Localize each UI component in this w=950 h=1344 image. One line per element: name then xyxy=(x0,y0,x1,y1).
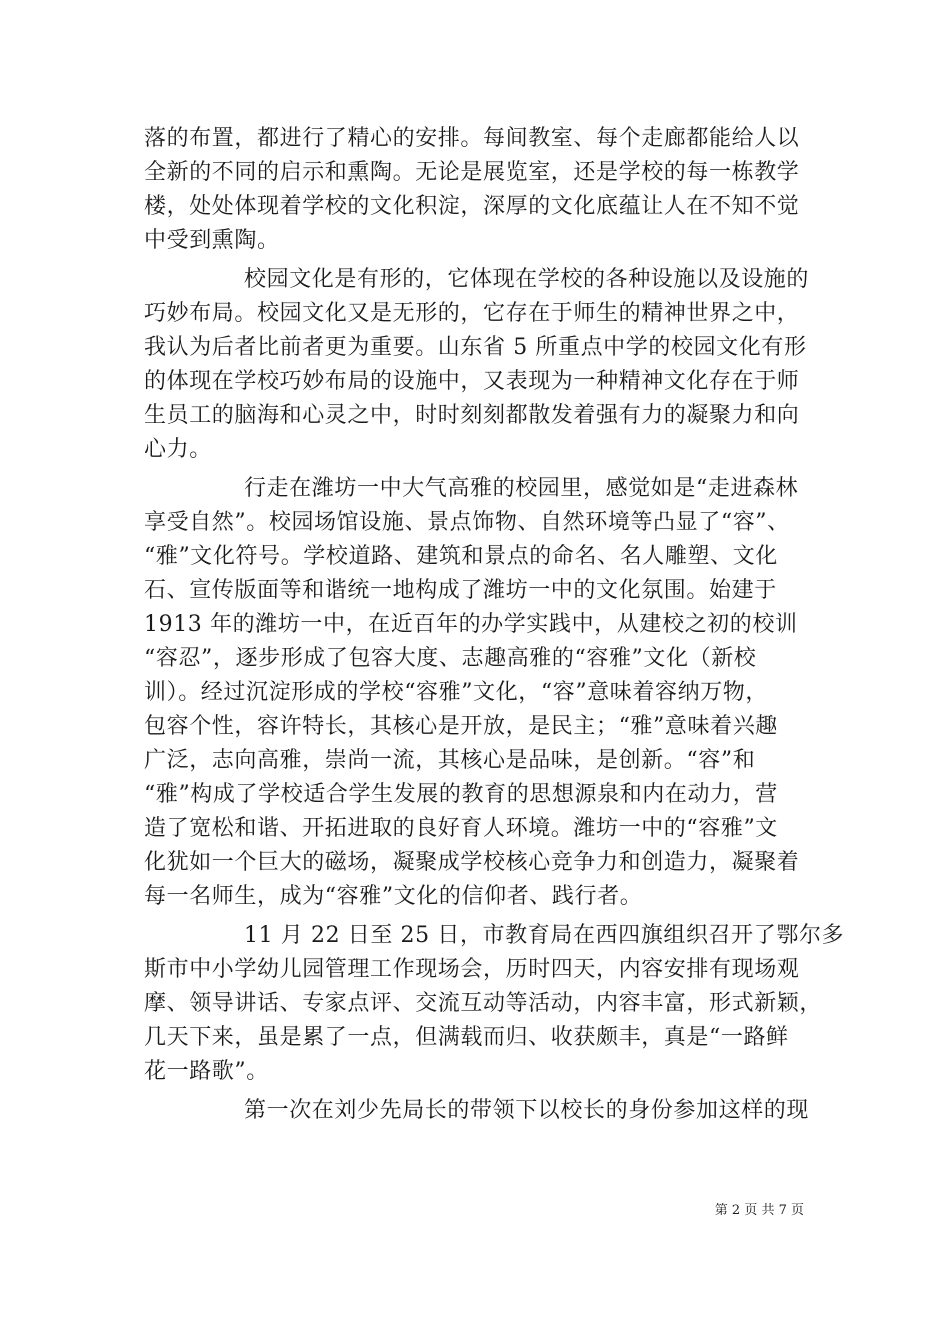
text-line: 行走在潍坊一中大气高雅的校园里，感觉如是“走进森林 xyxy=(244,476,799,501)
text-line: 每一名师生，成为“容雅”文化的信仰者、践行者。 xyxy=(144,884,643,909)
text-line: 巧妙布局。校园文化又是无形的，它存在于师生的精神世界之中， xyxy=(144,301,800,326)
text-line: 几天下来，虽是累了一点，但满载而归、收获颇丰，真是“一路鲜 xyxy=(144,1025,789,1050)
text-line: 落的布置，都进行了精心的安排。每间教室、每个走廊都能给人以 xyxy=(144,126,800,151)
text-line: 校园文化是有形的，它体现在学校的各种设施以及设施的 xyxy=(244,267,810,292)
text-line: 我认为后者比前者更为重要。山东省 5 所重点中学的校园文化有形 xyxy=(144,335,807,360)
text-line: 化犹如一个巨大的磁场，凝聚成学校核心竞争力和创造力，凝聚着 xyxy=(144,850,800,875)
text-line: 广泛，志向高雅，崇尚一流，其核心是品味，是创新。“容”和 xyxy=(144,748,756,773)
text-line: 心力。 xyxy=(144,437,212,462)
text-line: 第一次在刘少先局长的带领下以校长的身份参加这样的现 xyxy=(244,1098,810,1123)
text-line: 1913 年的潍坊一中，在近百年的办学实践中，从建校之初的校训 xyxy=(144,612,798,637)
text-line: 花一路歌”。 xyxy=(144,1059,269,1084)
text-line: 包容个性，容许特长，其核心是开放，是民主；“雅”意味着兴趣 xyxy=(144,714,778,739)
text-line: 石、宣传版面等和谐统一地构成了潍坊一中的文化氛围。始建于 xyxy=(144,578,777,603)
text-line: “雅”文化符号。学校道路、建筑和景点的命名、名人雕塑、文化 xyxy=(144,544,778,569)
text-line: 造了宽松和谐、开拓进取的良好育人环境。潍坊一中的“容雅”文 xyxy=(144,816,778,841)
text-line: 中受到熏陶。 xyxy=(144,228,280,253)
text-line: 斯市中小学幼儿园管理工作现场会，历时四天，内容安排有现场观 xyxy=(144,957,800,982)
page-footer: 第 2 页 共 7 页 xyxy=(714,1203,804,1218)
text-line: 生员工的脑海和心灵之中，时时刻刻都散发着强有力的凝聚力和向 xyxy=(144,403,800,428)
text-line: 全新的不同的启示和熏陶。无论是展览室，还是学校的每一栋教学 xyxy=(144,160,800,185)
text-line: 楼，处处体现着学校的文化积淀，深厚的文化底蕴让人在不知不觉 xyxy=(144,194,800,219)
text-line: “容忍”，逐步形成了包容大度、志趣高雅的“容雅”文化（新校 xyxy=(144,646,757,671)
text-line: 训）。经过沉淀形成的学校“容雅”文化，“容”意味着容纳万物， xyxy=(144,680,768,705)
text-line: “雅”构成了学校适合学生发展的教育的思想源泉和内在动力，营 xyxy=(144,782,778,807)
text-line: 11 月 22 日至 25 日，市教育局在西四旗组织召开了鄂尔多 xyxy=(244,923,845,948)
text-line: 的体现在学校巧妙布局的设施中，又表现为一种精神文化存在于师 xyxy=(144,369,800,394)
text-line: 摩、领导讲话、专家点评、交流互动等活动，内容丰富，形式新颖， xyxy=(144,991,823,1016)
text-line: 享受自然”。校园场馆设施、景点饰物、自然环境等凸显了“容”、 xyxy=(144,510,790,535)
